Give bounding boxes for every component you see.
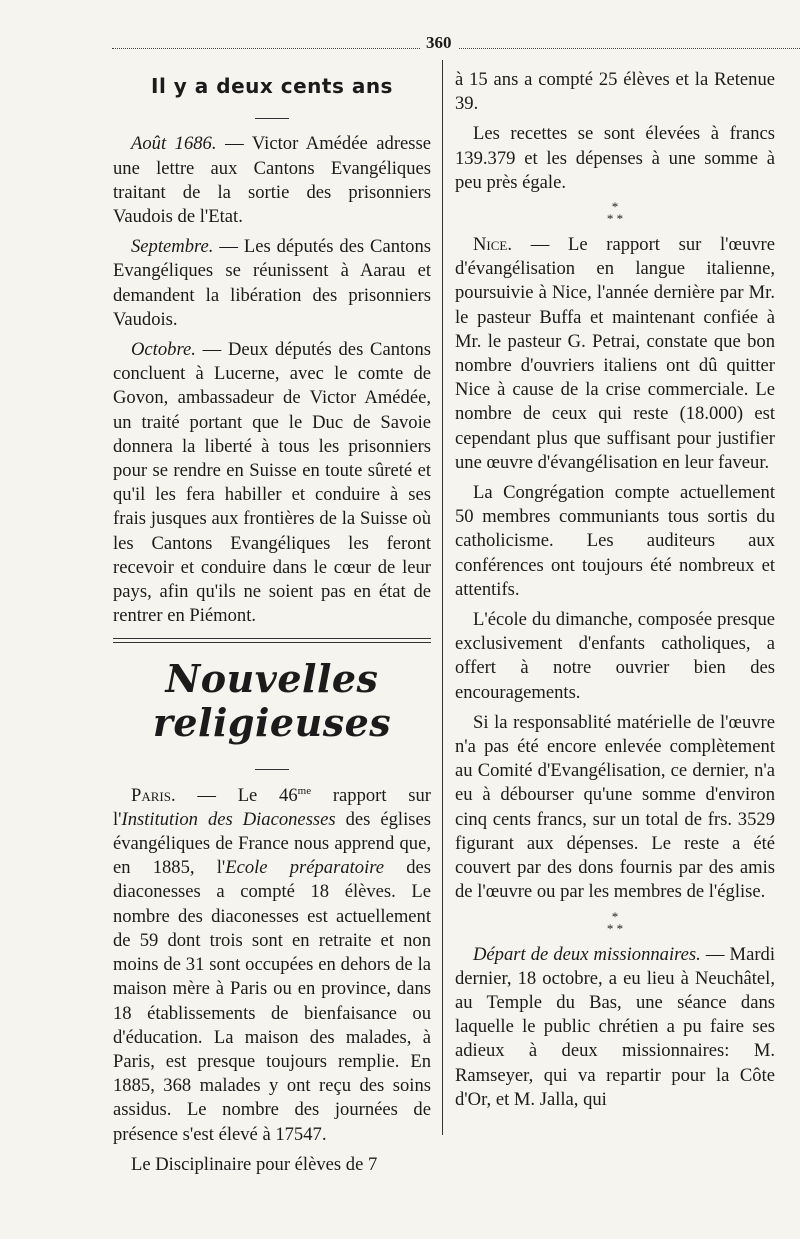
depart-text: — Mardi dernier, 18 octobre, a eu lieu à Neuchâtel, au Temple du Bas, une séance dans laquelle le public chrétien a pu faire ses adieux à deux missionnaires: M. Ramseyer, qui va repartir pour la Côte d'Or, et M. Jalla, qui xyxy=(455,943,775,1110)
paragraph-responsabilite: Si la responsablité matérielle de l'œuvre n'a pas été encore enlevée complètement au Comité d'Evangélisation, ce dernier, n'a eu à débourser qu'une somme d'environ cinq cents francs, sur un total de frs. 3529 figurant aux dépenses. Le reste a été couvert par des dons fournis par des amis de l'œuvre ou par les membres de l'église. xyxy=(455,711,775,903)
paragraph-depart xyxy=(455,943,775,1112)
column-divider xyxy=(442,60,443,1135)
paragraph-continued: à 15 ans a compté 25 élèves et la Retenue 39. xyxy=(455,69,775,115)
entry-september xyxy=(113,235,431,332)
entry-august xyxy=(113,132,431,229)
paris-institution: Institution des Diaconesses xyxy=(121,808,336,830)
paris-text-2: rapport sur l' xyxy=(113,784,431,830)
paris-text-3: des églises évangéliques de France nous apprend que, en 1885, l' xyxy=(113,808,431,879)
nice-text: — Le rapport sur l'œuvre d'évangélisation en langue italienne, poursuivie à Nice, l'année dernière par Mr. le pasteur Buffa et maintenant confiée à Mr. le pasteur G. Petrai, constate que bon nombre d'ouvriers italiens ont dû quitter Nice à cause de la crise commerciale. Le nombre de ceux qui reste (18.000) est cependant plus que suffisant pour justifier une œuvre d'évangélisation en leur faveur. xyxy=(455,234,775,473)
paris-text-4: des diaconesses a compté 18 élèves. Le nombre des diaconesses est actuellement de 59 dont trois sont en retraite et non moins de 31 sont occupées en dehors de la maison mère à Paris ou en province, dans 18 établissements de bienfaisance ou d'éducation. La maison des malades, à Paris, est presque toujours remplie. En 1885, 368 malades y ont reçu des soins assidus. Le nombre des journées de présence s'est élevé à 17547. xyxy=(113,857,431,1145)
depart-lead: Départ de deux missionnaires. xyxy=(473,943,701,965)
entry-text: — Deux députés des Cantons concluent à Lucerne, avec le comte de Govon, ambassadeur de Victor Amédée, un traité portant que le Duc de Savoie donnera la liberté à tous les prisonniers pour se rendre en Suisse en toute sûreté et qu'il les fera habiller et conduire à ses frais jusques aux frontières de la Suisse où les Cantons Evangéliques les feront recevoir et conduire dans le cœur de leur pays, afin qu'ils ne soient pas en état de rentrer en Piémont. xyxy=(113,339,431,627)
paragraph-disciplinaire: Le Disciplinaire pour élèves de 7 xyxy=(131,1153,378,1175)
entry-lead: Août 1686. xyxy=(131,133,217,155)
paris-school: Ecole préparatoire xyxy=(225,857,385,879)
right-column xyxy=(455,68,775,1223)
paragraph-recettes: Les recettes se sont élevées à francs 139.379 et les dépenses à une somme à peu près égale. xyxy=(455,123,775,193)
section-heading-anniversary: Il y a deux cents ans xyxy=(151,74,393,98)
left-column xyxy=(113,68,431,1223)
entry-lead: Septembre. xyxy=(131,236,214,258)
heading-dash xyxy=(113,102,431,126)
paragraph-ecole: L'école du dimanche, composée presque exclusivement d'enfants catholiques, a offert à notre ouvrier bien des encouragements. xyxy=(455,609,775,703)
asterism: * * * xyxy=(606,908,624,936)
ordinal-suffix: me xyxy=(297,784,312,797)
title-dash xyxy=(113,753,431,777)
asterism: * * * xyxy=(606,199,624,227)
entry-text: — Les députés des Cantons Evangéliques se réunissent à Aarau et demandent la libération des prisonniers Vaudois. xyxy=(113,236,431,330)
paragraph-congregation: La Congrégation compte actuellement 50 membres communiants tous sortis du catholicisme. Les auditeurs aux conférences ont toujours été nombreux et attentifs. xyxy=(455,482,775,600)
double-rule-separator xyxy=(113,638,431,643)
place-nice: Nice. xyxy=(473,234,513,256)
page-number: 360 xyxy=(420,33,458,53)
paragraph-nice xyxy=(455,233,775,475)
entry-lead: Octobre. xyxy=(131,339,196,361)
entry-text: — Victor Amédée adresse une lettre aux Cantons Evangéliques traitant de la sortie des prisonniers Vaudois de l'Etat. xyxy=(113,133,431,228)
entry-october xyxy=(113,338,431,628)
paragraph-paris xyxy=(113,784,431,1147)
section-title-news: Nouvelles religieuses xyxy=(152,656,392,746)
paris-text-1: — Le 46 xyxy=(175,784,298,806)
place-paris: Paris. xyxy=(131,784,176,806)
